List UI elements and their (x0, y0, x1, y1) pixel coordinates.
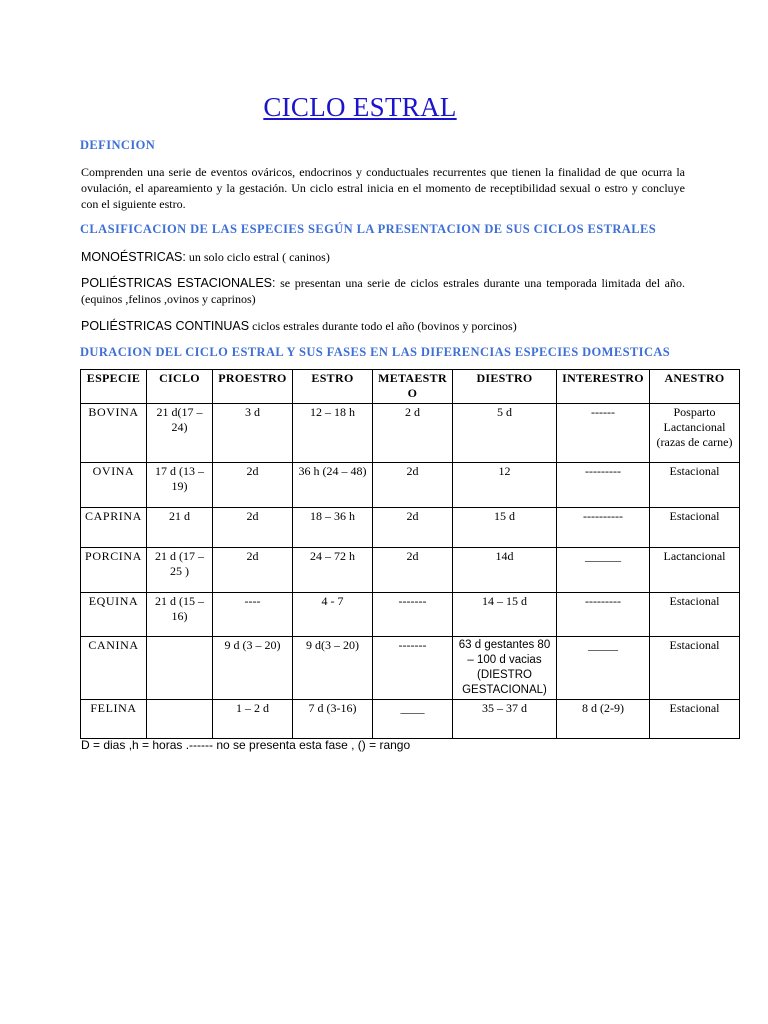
table-row (81, 700, 740, 739)
table-cell: ____ (373, 700, 453, 739)
table-cell: 2d (213, 508, 293, 548)
table-cell: BOVINA (81, 404, 147, 463)
duration-heading: DURACION DEL CICLO ESTRAL Y SUS FASES EN LAS DIFERENCIAS ESPECIES DOMESTICAS (80, 345, 671, 359)
table-cell: 21 d (15 – 16) (147, 593, 213, 637)
table-cell: 2 d (373, 404, 453, 463)
table-cell: 2d (373, 508, 453, 548)
classification-item-monoestricas (81, 249, 330, 265)
table-cell: Lactancional (650, 548, 740, 593)
table-cell: 12 (453, 463, 557, 508)
table-row (81, 463, 740, 508)
table-cell: 14d (453, 548, 557, 593)
table-row (81, 508, 740, 548)
document-title: CICLO ESTRAL (263, 92, 457, 122)
table-header-row (81, 370, 740, 404)
table-cell: 2d (373, 463, 453, 508)
table-cell: 5 d (453, 404, 557, 463)
table-cell (147, 637, 213, 700)
table-cell: ------- (373, 593, 453, 637)
table-cell: 15 d (453, 508, 557, 548)
definition-text: Comprenden una serie de eventos ováricos, endocrinos y conductuales recurrentes que tienen la finalidad de que ocurra la ovulación, el apareamiento y la gestación. Un ciclo estral inicia en el momento de receptibilidad sexual o estro y concluye con el siguiente estro. (81, 165, 685, 211)
classification-desc: se presentan una serie de ciclos estrales durante una temporada limitada del año. (equinos ,felinos ,ovinos y caprinos) (81, 276, 686, 306)
table-cell: 4 - 7 (293, 593, 373, 637)
table-cell: FELINA (81, 700, 147, 739)
table-cell: OVINA (81, 463, 147, 508)
classification-desc: ciclos estrales durante todo el año (bovinos y porcinos) (252, 319, 517, 333)
table-cell: 2d (373, 548, 453, 593)
table-cell: EQUINA (81, 593, 147, 637)
table-cell: 2d (213, 463, 293, 508)
column-header: CICLO (147, 370, 213, 404)
classification-term: POLIÉSTRICAS ESTACIONALES: (81, 276, 276, 290)
table-cell: 21 d(17 – 24) (147, 404, 213, 463)
table-cell: 1 – 2 d (213, 700, 293, 739)
classification-heading: CLASIFICACION DE LAS ESPECIES SEGÚN LA PRESENTACION DE SUS CICLOS ESTRALES (80, 222, 657, 236)
table-cell: CAPRINA (81, 508, 147, 548)
table-row (81, 593, 740, 637)
table-cell: CANINA (81, 637, 147, 700)
table-cell: Posparto Lactancional (razas de carne) (650, 404, 740, 463)
classification-item-poliestricas-estacionales (81, 275, 685, 307)
column-header: ESPECIE (81, 370, 147, 404)
column-header: INTERESTRO (557, 370, 650, 404)
table-cell: _____ (557, 637, 650, 700)
table-cell: ---------- (557, 508, 650, 548)
table-cell: --------- (557, 593, 650, 637)
classification-term: MONOÉSTRICAS: (81, 250, 186, 264)
table-row (81, 404, 740, 463)
table-row (81, 637, 740, 700)
table-cell: 21 d (147, 508, 213, 548)
estral-cycle-table (80, 369, 740, 739)
table-cell: Estacional (650, 593, 740, 637)
table-cell: 9 d (3 – 20) (213, 637, 293, 700)
table-cell: ______ (557, 548, 650, 593)
table-cell: ------ (557, 404, 650, 463)
table-cell: 9 d(3 – 20) (293, 637, 373, 700)
table-cell: 63 d gestantes 80 – 100 d vacias (DIESTRO GESTACIONAL) (453, 637, 557, 700)
table-cell: 17 d (13 – 19) (147, 463, 213, 508)
column-header: DIESTRO (453, 370, 557, 404)
table-cell: Estacional (650, 637, 740, 700)
column-header: ESTRO (293, 370, 373, 404)
table-cell: 18 – 36 h (293, 508, 373, 548)
table-cell: Estacional (650, 508, 740, 548)
definition-heading: DEFINCION (80, 138, 156, 152)
table-cell: 12 – 18 h (293, 404, 373, 463)
table-cell: 2d (213, 548, 293, 593)
table-cell: 14 – 15 d (453, 593, 557, 637)
table-row (81, 548, 740, 593)
table-cell: 24 – 72 h (293, 548, 373, 593)
table-footnote: D = dias ,h = horas .------ no se presenta esta fase , () = rango (81, 738, 411, 752)
table-cell: 7 d (3-16) (293, 700, 373, 739)
classification-term: POLIÉSTRICAS CONTINUAS (81, 319, 250, 333)
classification-item-poliestricas-continuas (81, 318, 517, 334)
table-cell: 36 h (24 – 48) (293, 463, 373, 508)
column-header: PROESTRO (213, 370, 293, 404)
table-cell: 3 d (213, 404, 293, 463)
classification-desc: un solo ciclo estral ( caninos) (188, 250, 330, 264)
table-cell: Estacional (650, 700, 740, 739)
table-cell: 21 d (17 – 25 ) (147, 548, 213, 593)
table-cell: PORCINA (81, 548, 147, 593)
column-header: METAESTRO (373, 370, 453, 404)
table-cell: ------- (373, 637, 453, 700)
table-cell: Estacional (650, 463, 740, 508)
table-cell: 35 – 37 d (453, 700, 557, 739)
table-cell (147, 700, 213, 739)
table-cell: 8 d (2-9) (557, 700, 650, 739)
table-cell: ---- (213, 593, 293, 637)
table-cell: --------- (557, 463, 650, 508)
column-header: ANESTRO (650, 370, 740, 404)
